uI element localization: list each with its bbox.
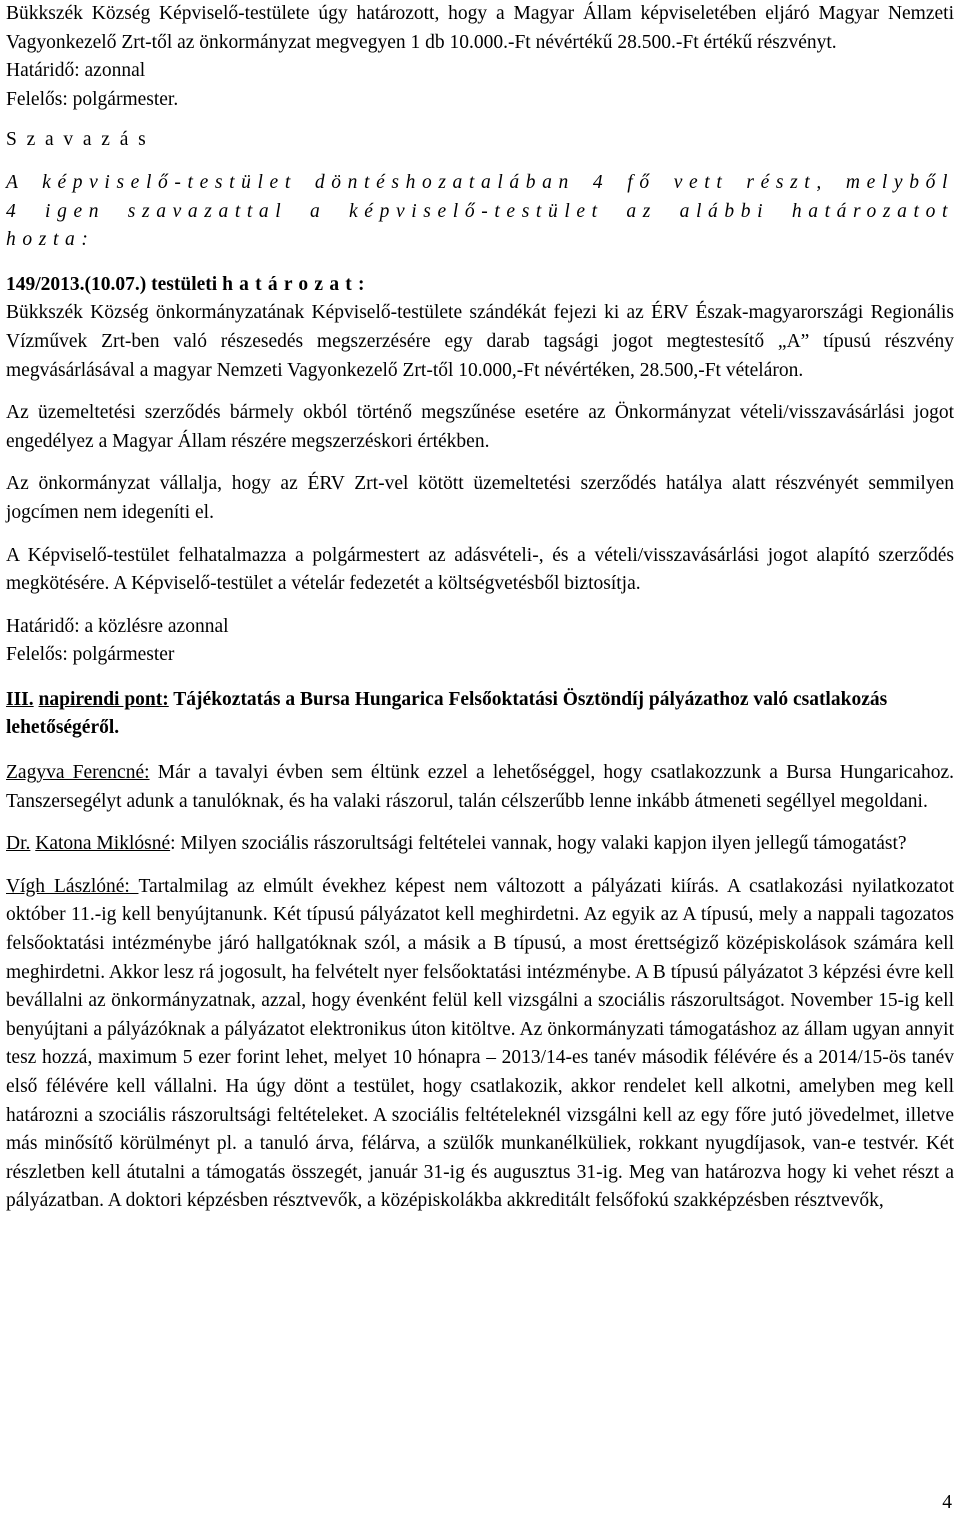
speaker-prefix: Dr. [6,833,31,855]
speech-text: Már a tavalyi évben sem éltünk ezzel a lehetőséggel, hogy csatlakozzunk a Bursa Hungaricahoz. Tanszersegélyt adunk a tanulóknak, és ha valaki rászorul, talán célszerűbb lenne inkább átmeneti segéllyel megoldani. [6,762,954,812]
intro-deadline: Határidő: azonnal [6,60,146,82]
page-number: 4 [942,1492,952,1513]
speech-text: : Milyen szociális rászorultsági feltételei vannak, hogy valaki kapjon ilyen jellegű támogatást? [170,833,907,855]
vote-text: A képviselő-testület döntéshozatalában 4 fő vett részt, melyből 4 igen szavazattal a képviselő-testület az alábbi határozatot hozta: [6,171,954,251]
intro-paragraph: Bükkszék Község Képviselő-testülete úgy határozott, hogy a Magyar Állam képviseletében eljáró Magyar Nemzeti Vagyonkezelő Zrt-től az önkormányzat megvegyen 1 db 10.000.-Ft névértékű 28.500.-Ft értékű részvényt. [6,3,954,53]
agenda-heading [6,686,954,743]
resolution-paragraph-4: A Képviselő-testület felhatalmazza a polgármestert az adásvételi-, és a vételi/visszavásárlási jogot alapító szerződés megkötésére. A Képviselő-testület a vételár fedezetét a költségvetésből biztosítja. [6,544,954,595]
intro-responsible: Felelős: polgármester. [6,88,179,110]
agenda-number: III. [6,688,34,710]
speech-vigh [6,873,954,1216]
resolution-paragraph-3: Az önkormányzat vállalja, hogy az ÉRV Zrt-vel kötött üzemeltetési szerződés hatálya alatt részvényét semmilyen jogcímen nem idegeníti el. [6,473,954,523]
resolution-keyword: határozat: [222,273,371,295]
speech-text: Tartalmilag az elmúlt évekhez képest nem változott a pályázati kiírás. A csatlakozási nyilatkozatot október 11.-ig kell benyújtanunk. Két típusú pályázatot kell meghirdetni. Az egyik az A típusú, mely a nappali tagozatos felsőoktatási intézménybe járó hallgatóknak szól, a másik a B típusú, a most érettségiző középiskolások számára kell meghirdetni. Akkor lesz rá jogosult, ha felvételt nyer felsőoktatási intézménybe. A B típusú pályázatot 3 képzési évre kell bevállalni az önkormányzatnak, azzal, hogy évenként felül kell vizsgálni a szociális rászorultságot. November 15-ig kell benyújtani a pályázóknak a pályázatot elektronikus úton kitöltve. Az önkormányzati támogatáshoz az állam ugyan annyit tesz hozzá, maximum 5 ezer forint lehet, melyet 10 hónapra – 2013/14-es tanév második félévére és a 2014/15-ös tanév első félévére kell vállalni. Ha úgy dönt a testület, hogy csatlakozik, akkor rendelet kell alkotni, amelyben meg kell határozni a szociális rászorultsági feltételeket. A szociális feltételeknél vizsgálni kell az egy főre jutó jövedelmet, illetve más minősítő körülményt pl. a tanuló árva, félárva, a szülők munkanélküliek, rokkant nyugdíjasok, van-e testvér. Két részletben kell átutalni a támogatás összegét, január 31-ig és augusztus 31-ig. Meg van határozva hogy ki vehet részt a pályázatban. A doktori képzésben résztvevők, a középiskolákba akkreditált felsőfokú szakképzésben résztvevők, [6,875,955,1212]
resolution-number: 149/2013.(10.07.) testületi [6,273,223,295]
resolution-paragraph-1: Bükkszék Község önkormányzatának Képviselő-testülete szándékát fejezi ki az ÉRV Észak-magyarországi Regionális Vízművek Zrt-ben való részesedés megszerzésére egy darab tagsági jogot megtestesítő „A” típusú részvény megvásárlásával a magyar Nemzeti Vagyonkezelő Zrt-től 10.000,-Ft névértéken, 28.500,-Ft vételáron. [6,302,954,381]
vote-heading: Szavazás [6,129,156,151]
resolution-deadline: Határidő: a közlésre azonnal [6,615,229,637]
document-page [6,0,954,1216]
speaker-name: Katona Miklósné [35,833,171,855]
agenda-label: napirendi pont: [38,688,169,710]
agenda-title: Tájékoztatás a Bursa Hungarica Felsőoktatási Ösztöndíj pályázathoz való csatlakozás lehetőségéről. [6,688,888,739]
speaker-name: Vígh Lászlóné: [6,875,139,897]
speech-katona [6,830,954,859]
resolution-responsible: Felelős: polgármester [6,644,175,666]
speech-zagyva [6,759,954,816]
resolution-paragraph-2: Az üzemeltetési szerződés bármely okból történő megszűnése esetére az Önkormányzat vételi/visszavásárlási jogot engedélyez a Magyar Állam részére megszerzéskori értékben. [6,402,954,452]
speaker-name: Zagyva Ferencné: [6,762,150,784]
resolution-heading [6,271,954,300]
